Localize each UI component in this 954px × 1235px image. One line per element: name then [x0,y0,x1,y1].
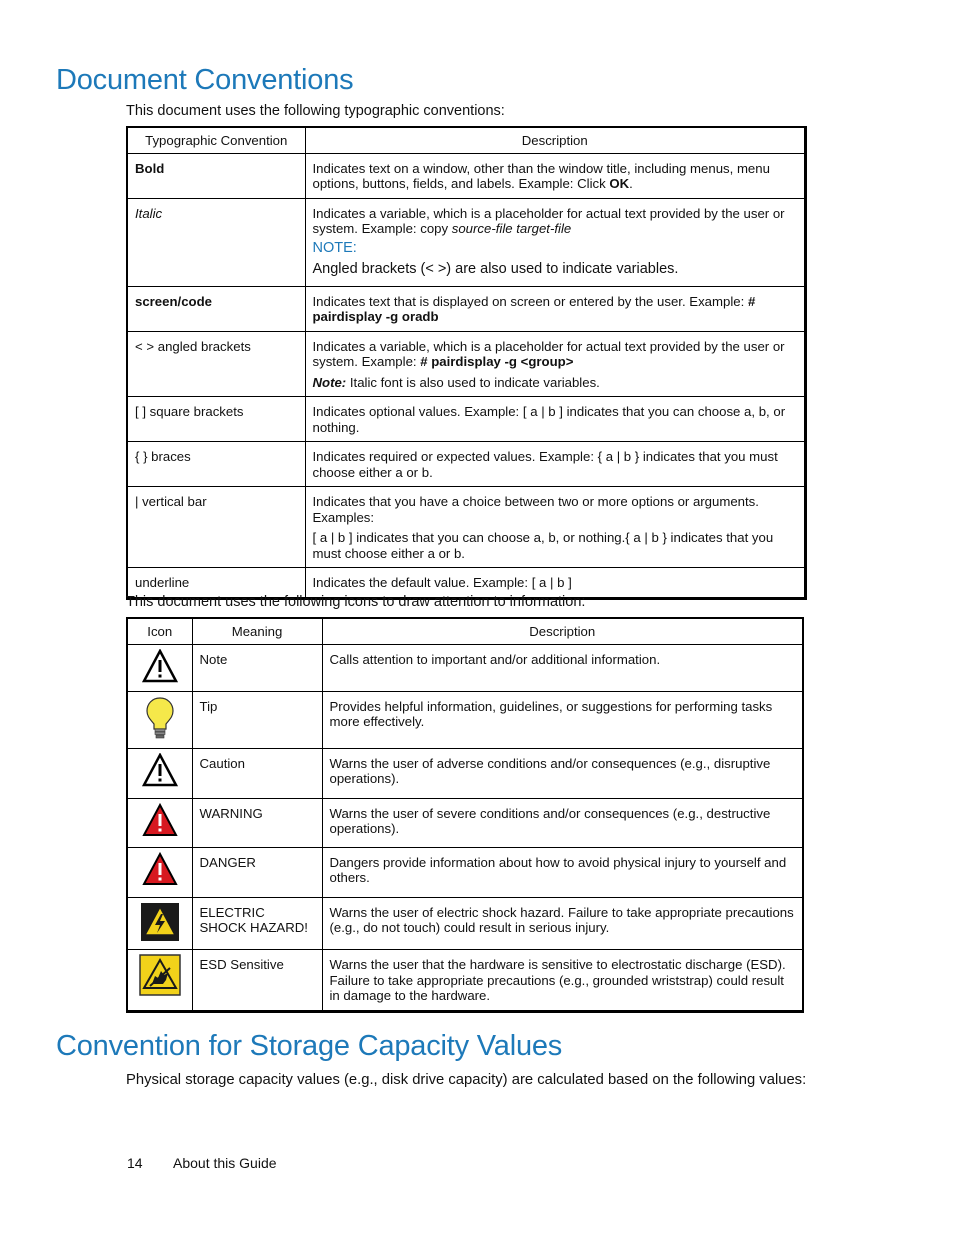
convention-description: Indicates the default value. Example: [ a | b ] [305,568,806,599]
convention-description: Indicates text that is displayed on screen or entered by the user. Example: # pairdisplay -g oradb [305,286,806,331]
section-title-storage-capacity: Convention for Storage Capacity Values [56,1030,563,1062]
icon-description: Provides helpful information, guidelines, or suggestions for performing tasks more effectively. [322,691,803,748]
convention-description: Indicates that you have a choice between two or more options or arguments. Examples: [ a | b ] indicates that you can choose a, b, or nothing.{ a | b } indicates that you must choose either a or b. [305,487,806,568]
table-header-row [127,618,803,644]
table-row [127,198,806,286]
table-row [127,897,803,950]
icon-description: Warns the user that the hardware is sensitive to electrostatic discharge (ESD). Failure to take appropriate precautions (e.g., grounded wriststrap) could result in damage to the hardware. [322,950,803,1012]
warning-red-triangle-icon [142,803,178,837]
table-row [127,644,803,691]
convention-name: underline [127,568,305,599]
table-row [127,286,806,331]
table-row [127,153,806,198]
column-header: Typographic Convention [127,127,305,153]
column-header: Icon [127,618,192,644]
icon-meaning: WARNING [192,798,322,847]
esd-sensitive-icon [139,954,181,996]
table-row [127,798,803,847]
convention-name: < > angled brackets [127,331,305,397]
icons-table [126,617,804,1013]
storage-capacity-intro: Physical storage capacity values (e.g., disk drive capacity) are calculated based on the following values: [126,1072,807,1088]
icon-description: Warns the user of adverse conditions and/or consequences (e.g., disruptive operations). [322,748,803,798]
icon-meaning: Tip [192,691,322,748]
convention-name: screen/code [127,286,305,331]
convention-name: | vertical bar [127,487,305,568]
convention-name: { } braces [127,442,305,487]
danger-red-triangle-icon [142,852,178,886]
page-title: Document Conventions [56,64,354,96]
footer-section: About this Guide [173,1155,277,1171]
table-row [127,397,806,442]
convention-description: Indicates text on a window, other than the window title, including menus, menu options, buttons, fields, and labels. Example: Click OK. [305,153,806,198]
typographic-conventions-table [126,126,807,600]
electric-shock-icon [140,902,180,942]
icon-meaning: DANGER [192,847,322,897]
note-label: NOTE: [312,239,357,256]
icons-intro: This document uses the following icons to draw attention to information: [126,594,586,610]
caution-triangle-icon [142,753,178,787]
column-header: Description [322,618,803,644]
convention-name: [ ] square brackets [127,397,305,442]
table-row [127,847,803,897]
conventions-intro: This document uses the following typographic conventions: [126,103,505,119]
convention-description: Indicates optional values. Example: [ a | b ] indicates that you can choose a, b, or nothing. [305,397,806,442]
note-warning-triangle-icon [142,649,178,683]
column-header: Description [305,127,806,153]
convention-description: Indicates a variable, which is a placeholder for actual text provided by the user or system. Example: # pairdisplay -g <group> Note: Italic font is also used to indicate variables. [305,331,806,397]
page-number: 14 [127,1155,143,1171]
convention-name: Bold [127,153,305,198]
icon-meaning: ESD Sensitive [192,950,322,1012]
icon-description: Dangers provide information about how to avoid physical injury to yourself and others. [322,847,803,897]
tip-lightbulb-icon [145,696,175,740]
table-row [127,950,803,1012]
convention-name: Italic [127,198,305,286]
icon-meaning: ELECTRIC SHOCK HAZARD! [192,897,322,950]
icon-meaning: Caution [192,748,322,798]
column-header: Meaning [192,618,322,644]
icon-description: Warns the user of electric shock hazard. Failure to take appropriate precautions (e.g., do not touch) could result in serious injury. [322,897,803,950]
icon-description: Warns the user of severe conditions and/or consequences (e.g., destructive operations). [322,798,803,847]
table-row [127,487,806,568]
table-row [127,442,806,487]
icon-meaning: Note [192,644,322,691]
table-row [127,331,806,397]
icon-description: Calls attention to important and/or additional information. [322,644,803,691]
convention-description: Indicates required or expected values. Example: { a | b } indicates that you must choose either a or b. [305,442,806,487]
convention-description: Indicates a variable, which is a placeholder for actual text provided by the user or system. Example: copy source-file target-file NOTE: Angled brackets (< >) are also used to indicate variables. [305,198,806,286]
table-header-row [127,127,806,153]
table-row [127,691,803,748]
table-row [127,748,803,798]
